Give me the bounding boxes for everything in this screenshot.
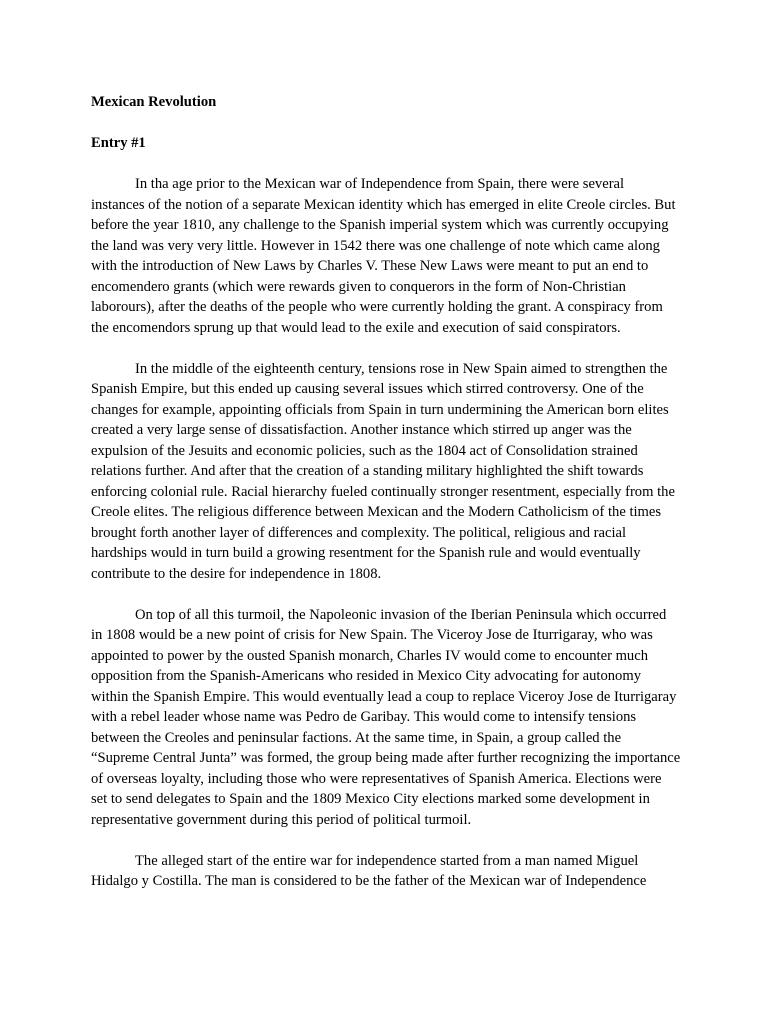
blank-line [91,154,681,175]
blank-line [91,584,681,605]
paragraph-3: On top of all this turmoil, the Napoleonic invasion of the Iberian Peninsula which occurred in 1808 would be a new point of crisis for New Spain. The Viceroy Jose de Iturrigaray, who was appointed to power by the ousted Spanish monarch, Charles IV would come to encounter much opposition from the Spanish-Americans who resided in Mexico City advocating for autonomy within the Spanish Empire. This would eventually lead a coup to replace Viceroy Jose de Iturrigaray with a rebel leader whose name was Pedro de Garibay. This would come to intensify tensions between the Creoles and peninsular factions. At the same time, in Spain, a group called the “Supreme Central Junta” was formed, the group being made after further recognizing the importance of overseas loyalty, including those who were representatives of Spanish America. Elections were set to send delegates to Spain and the 1809 Mexico City elections marked some development in representative government during this period of political turmoil. [91,606,681,828]
document-body [91,92,681,892]
blank-line [91,830,681,851]
paragraph-1: In tha age prior to the Mexican war of Independence from Spain, there were several instances of the notion of a separate Mexican identity which has emerged in elite Creole circles. But before the year 1810, any challenge to the Spanish imperial system which was currently occupying the land was very very little. However in 1542 there was one challenge of note which came along with the introduction of New Laws by Charles V. These New Laws were meant to put an end to encomendero grants (which were rewards given to conquerors in the form of Non-Christian laborours), after the deaths of the people who were currently holding the grant. A conspiracy from the encomendors sprung up that would lead to the exile and execution of said conspirators. [91,176,676,336]
paragraph-2: In the middle of the eighteenth century, tensions rose in New Spain aimed to strengthen the Spanish Empire, but this ended up causing several issues which stirred controversy. One of the changes for example, appointing officials from Spain in turn undermining the American born elites created a very large sense of dissatisfaction. Another instance which stirred up anger was the expulsion of the Jesuits and economic policies, such as the 1804 act of Consolidation strained relations further. And after that the creation of a standing military highlighted the shift towards enforcing colonial rule. Racial hierarchy fueled continually stronger resentment, especially from the Creole elites. The religious difference between Mexican and the Modern Catholicism of the times brought forth another layer of differences and complexity. The political, religious and racial hardships would in turn build a growing resentment for the Spanish rule and would eventually contribute to the desire for independence in 1808. [91,360,675,582]
paragraph-4: The alleged start of the entire war for independence started from a man named Miguel Hidalgo y Costilla. The man is considered to be the father of the Mexican war of Independence [91,852,647,889]
document-title: Mexican Revolution [91,94,217,110]
entry-label: Entry #1 [91,135,146,151]
blank-line [91,338,681,359]
blank-line [91,113,681,134]
